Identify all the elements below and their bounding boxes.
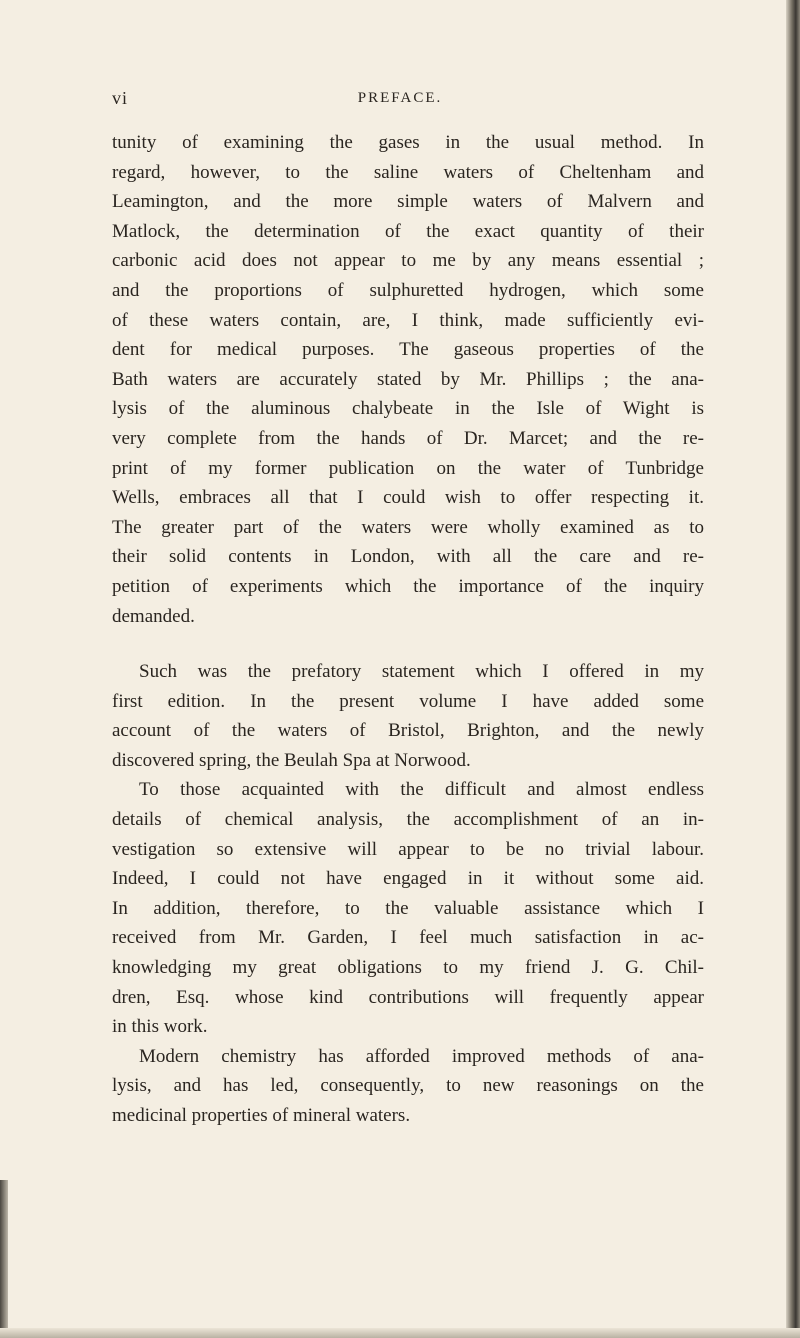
text-line: Wells, embraces all that I could wish to offer respecting it. (112, 487, 704, 509)
text-line: very complete from the hands of Dr. Marcet; and the re- (112, 427, 704, 449)
body-text (112, 128, 704, 1131)
text-line: carbonic acid does not appear to me by any means essential ; (112, 250, 704, 272)
text-line: dren, Esq. whose kind contributions will frequently appear (112, 986, 704, 1008)
text-line: lysis of the aluminous chalybeate in the Isle of Wight is (112, 398, 704, 420)
running-head: PREFACE. (357, 90, 443, 106)
paragraph-3 (112, 775, 704, 1041)
text-line: Matlock, the determination of the exact quantity of their (112, 220, 704, 242)
paragraph-1 (112, 128, 704, 631)
text-line: In addition, therefore, to the valuable assistance which I (112, 897, 704, 919)
text-line: first edition. In the present volume I have added some (112, 690, 704, 712)
text-line: Indeed, I could not have engaged in it without some aid. (112, 868, 704, 890)
text-line: in this work. (112, 1016, 208, 1038)
text-line: received from Mr. Garden, I feel much satisfaction in ac- (112, 927, 704, 949)
page-bottom-edge (0, 1328, 800, 1338)
text-line: To those acquainted with the difficult and almost endless (139, 779, 704, 801)
text-line: Modern chemistry has afforded improved methods of ana- (139, 1045, 704, 1067)
text-line: discovered spring, the Beulah Spa at Norwood. (112, 749, 471, 771)
text-line: account of the waters of Bristol, Brighton, and the newly (112, 720, 704, 742)
text-line: demanded. (112, 605, 195, 627)
paragraph-2 (112, 657, 704, 775)
page-edge-shadow (0, 1180, 8, 1338)
paragraph-4 (112, 1042, 704, 1131)
text-line: of these waters contain, are, I think, made sufficiently evi- (112, 309, 704, 331)
text-line: medicinal properties of mineral waters. (112, 1105, 411, 1126)
text-line: print of my former publication on the water of Tunbridge (112, 457, 704, 479)
text-line: petition of experiments which the importance of the inquiry (112, 575, 704, 597)
paragraph-gap (112, 631, 704, 657)
text-line: knowledging my great obligations to my friend J. G. Chil- (112, 957, 704, 979)
text-line: vestigation so extensive will appear to be no trivial labour. (112, 838, 704, 860)
text-line: and the proportions of sulphuretted hydrogen, which some (112, 279, 704, 301)
text-line: regard, however, to the saline waters of Cheltenham and (112, 161, 704, 183)
text-line: The greater part of the waters were wholly examined as to (112, 516, 704, 538)
text-line: details of chemical analysis, the accomplishment of an in- (112, 809, 704, 831)
text-line: lysis, and has led, consequently, to new reasonings on the (112, 1075, 704, 1097)
text-line: Leamington, and the more simple waters of Malvern and (112, 191, 704, 213)
text-line: Bath waters are accurately stated by Mr. Phillips ; the ana- (112, 368, 704, 390)
page-number: vi (112, 88, 129, 108)
page-binding-shadow (786, 0, 800, 1338)
text-line: their solid contents in London, with all the care and re- (112, 546, 704, 568)
text-line: tunity of examining the gases in the usual method. In (112, 132, 704, 153)
text-line: Such was the prefatory statement which I offered in my (139, 661, 704, 683)
text-line: dent for medical purposes. The gaseous properties of the (112, 339, 704, 361)
